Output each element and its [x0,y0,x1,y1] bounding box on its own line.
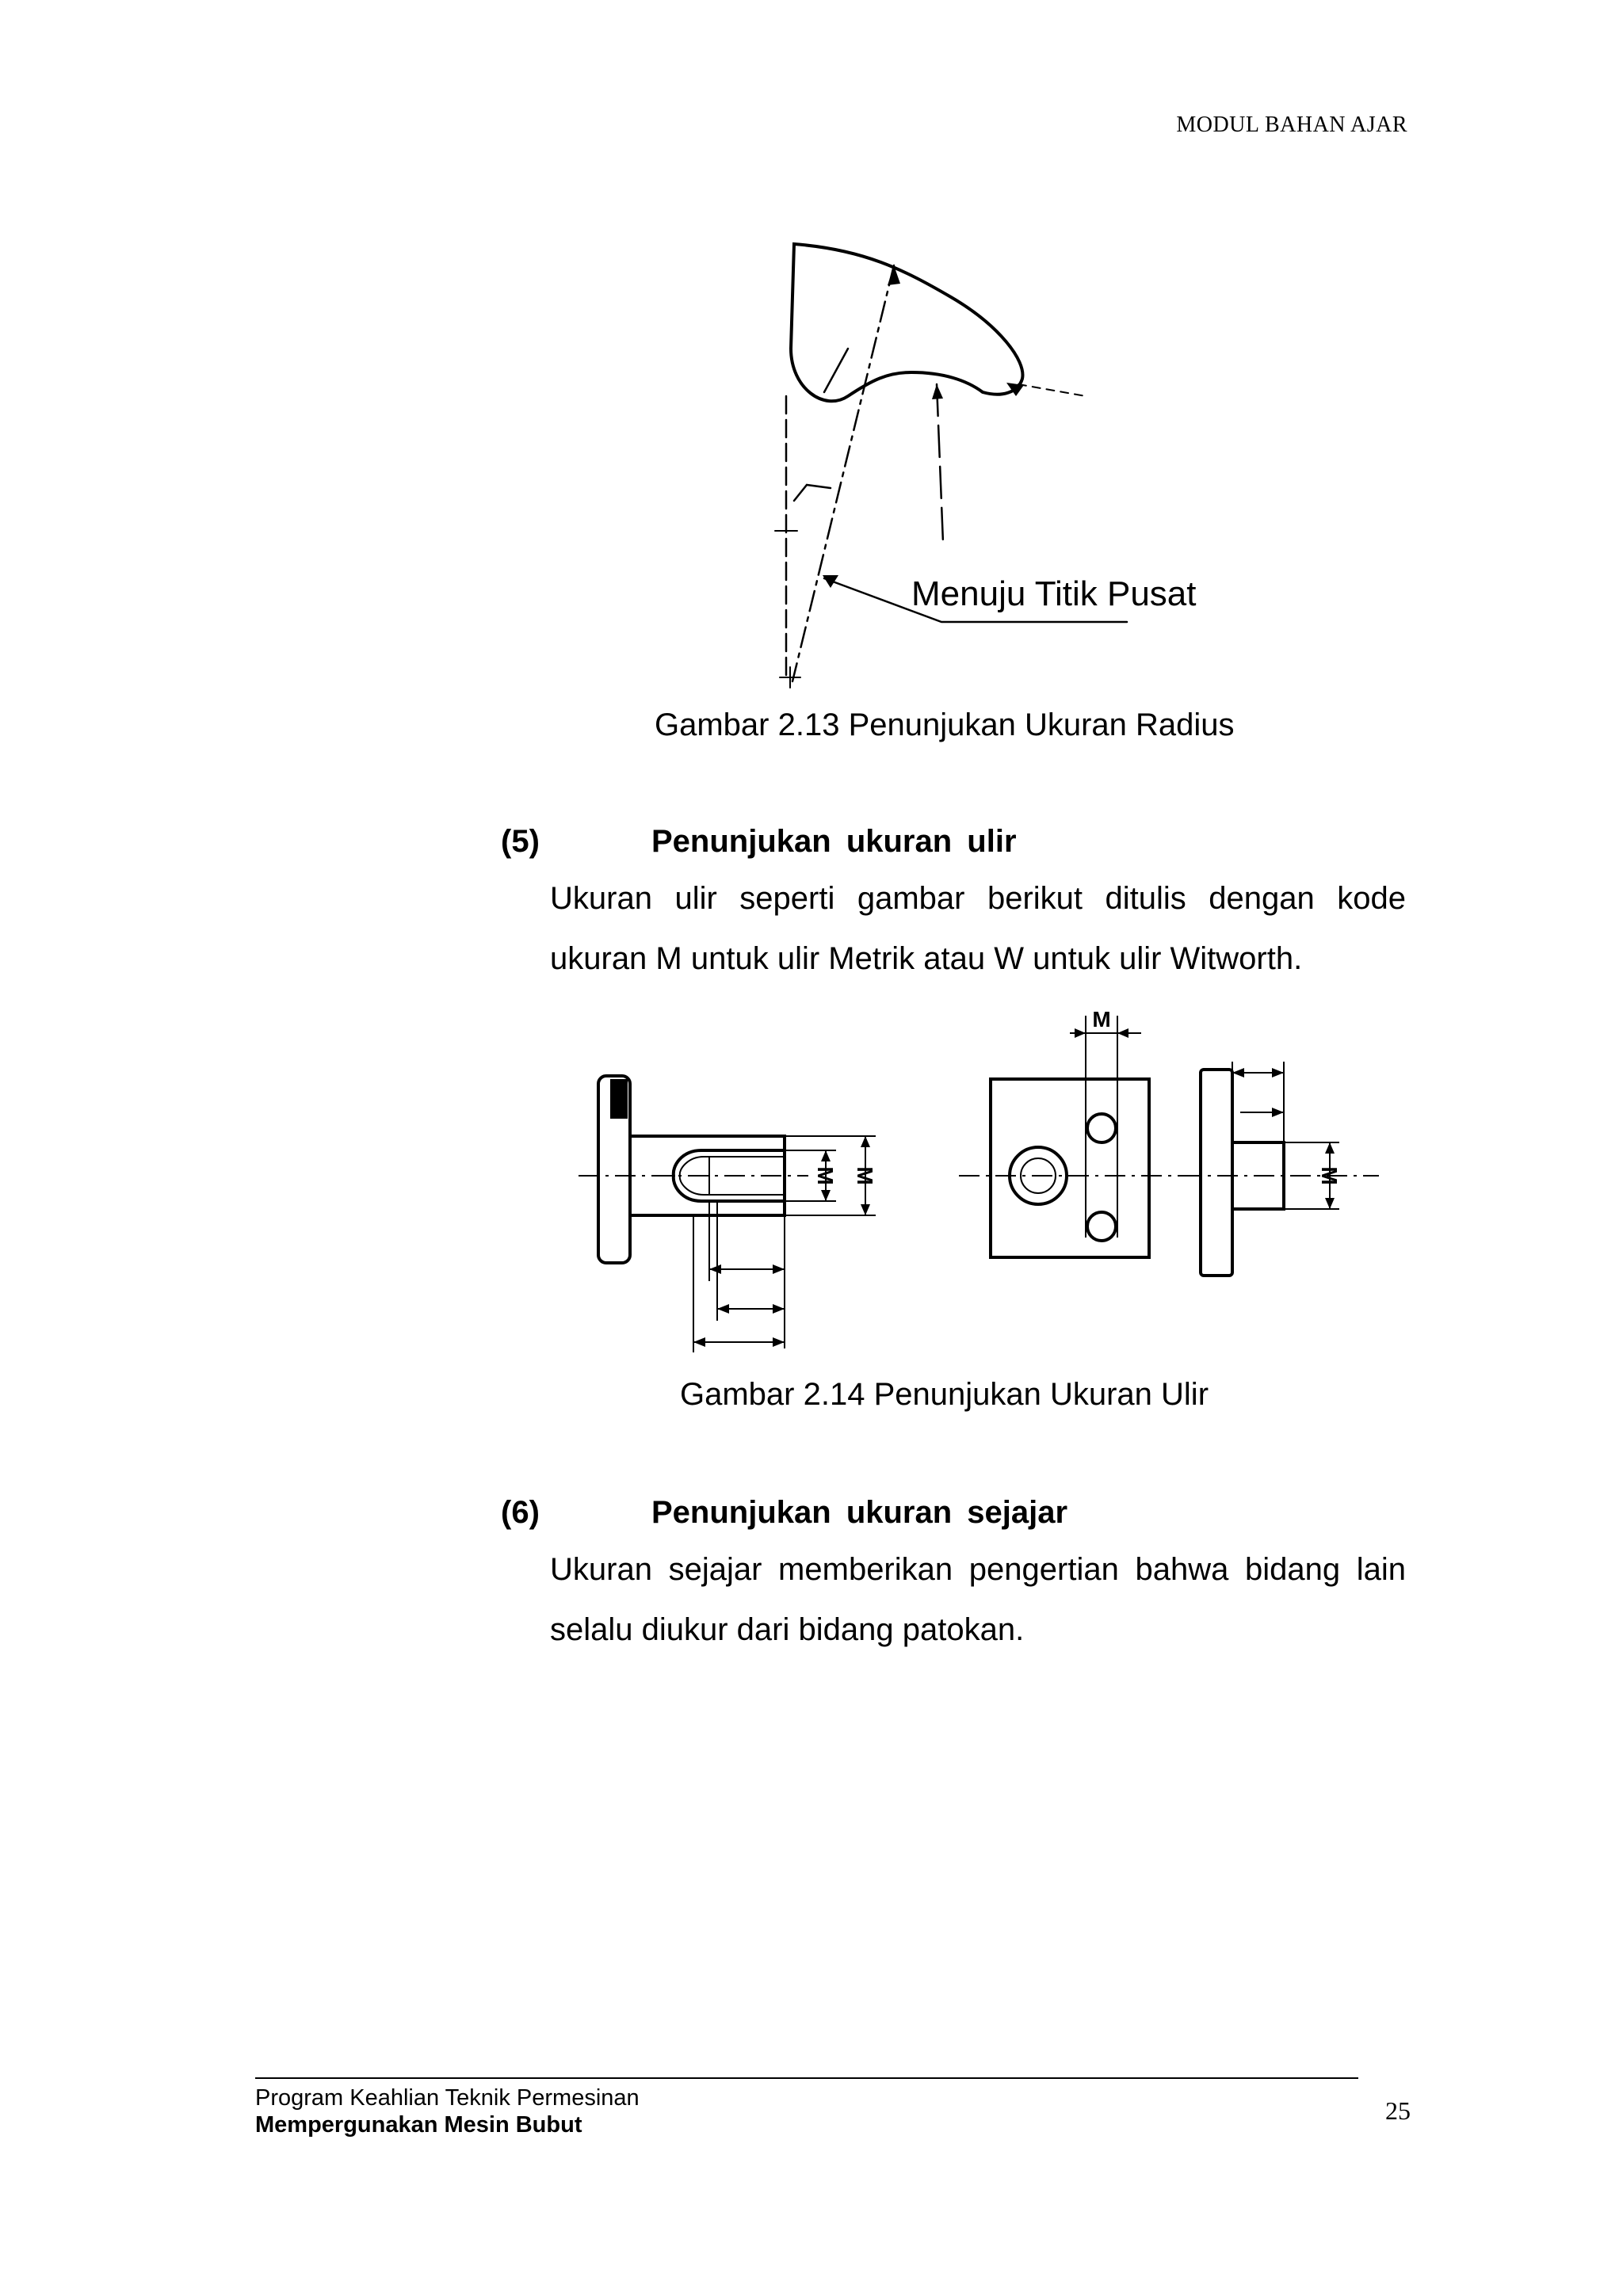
section-6-paragraph [550,1539,1406,1660]
section-number: (6) [501,1495,540,1530]
thread-dimension-label: M [813,1166,838,1185]
paragraph-line: Ukuran ulir seperti gambar berikut ditulis dengan kode [550,881,1406,916]
section-5-paragraph [550,868,1406,989]
paragraph-line: selalu diukur dari bidang patokan. [550,1612,1025,1647]
section-title: Penunjukan ukuran sejajar [651,1495,1068,1530]
footer-subject: Mempergunakan Mesin Bubut [255,2112,582,2138]
section-title: Penunjukan ukuran ulir [651,824,1017,859]
thread-dimension-label: M [1317,1166,1342,1185]
module-header: MODUL BAHAN AJAR [1176,113,1407,137]
section-number: (5) [501,824,540,859]
paragraph-line: ukuran M untuk ulir Metrik atau W untuk ulir Witworth. [550,941,1303,976]
paragraph-line: Ukuran sejajar memberikan pengertian bahwa bidang lain [550,1552,1406,1587]
footer-divider [255,2077,1358,2079]
thread-dimension-label: M [1092,1007,1111,1032]
footer-program: Program Keahlian Teknik Permesinan [255,2085,640,2111]
radius-callout: Menuju Titik Pusat [911,574,1197,613]
section-heading-5 [501,824,1412,864]
thread-dimension-label: M [853,1166,877,1185]
page-number: 25 [1385,2096,1411,2125]
figure-caption-thread: Gambar 2.14 Penunjukan Ukuran Ulir [680,1377,1209,1412]
section-heading-6 [501,1495,1412,1535]
thread-figure [579,1000,1387,1356]
radius-figure [745,230,1220,689]
figure-caption-radius: Gambar 2.13 Penunjukan Ukuran Radius [655,707,1235,742]
